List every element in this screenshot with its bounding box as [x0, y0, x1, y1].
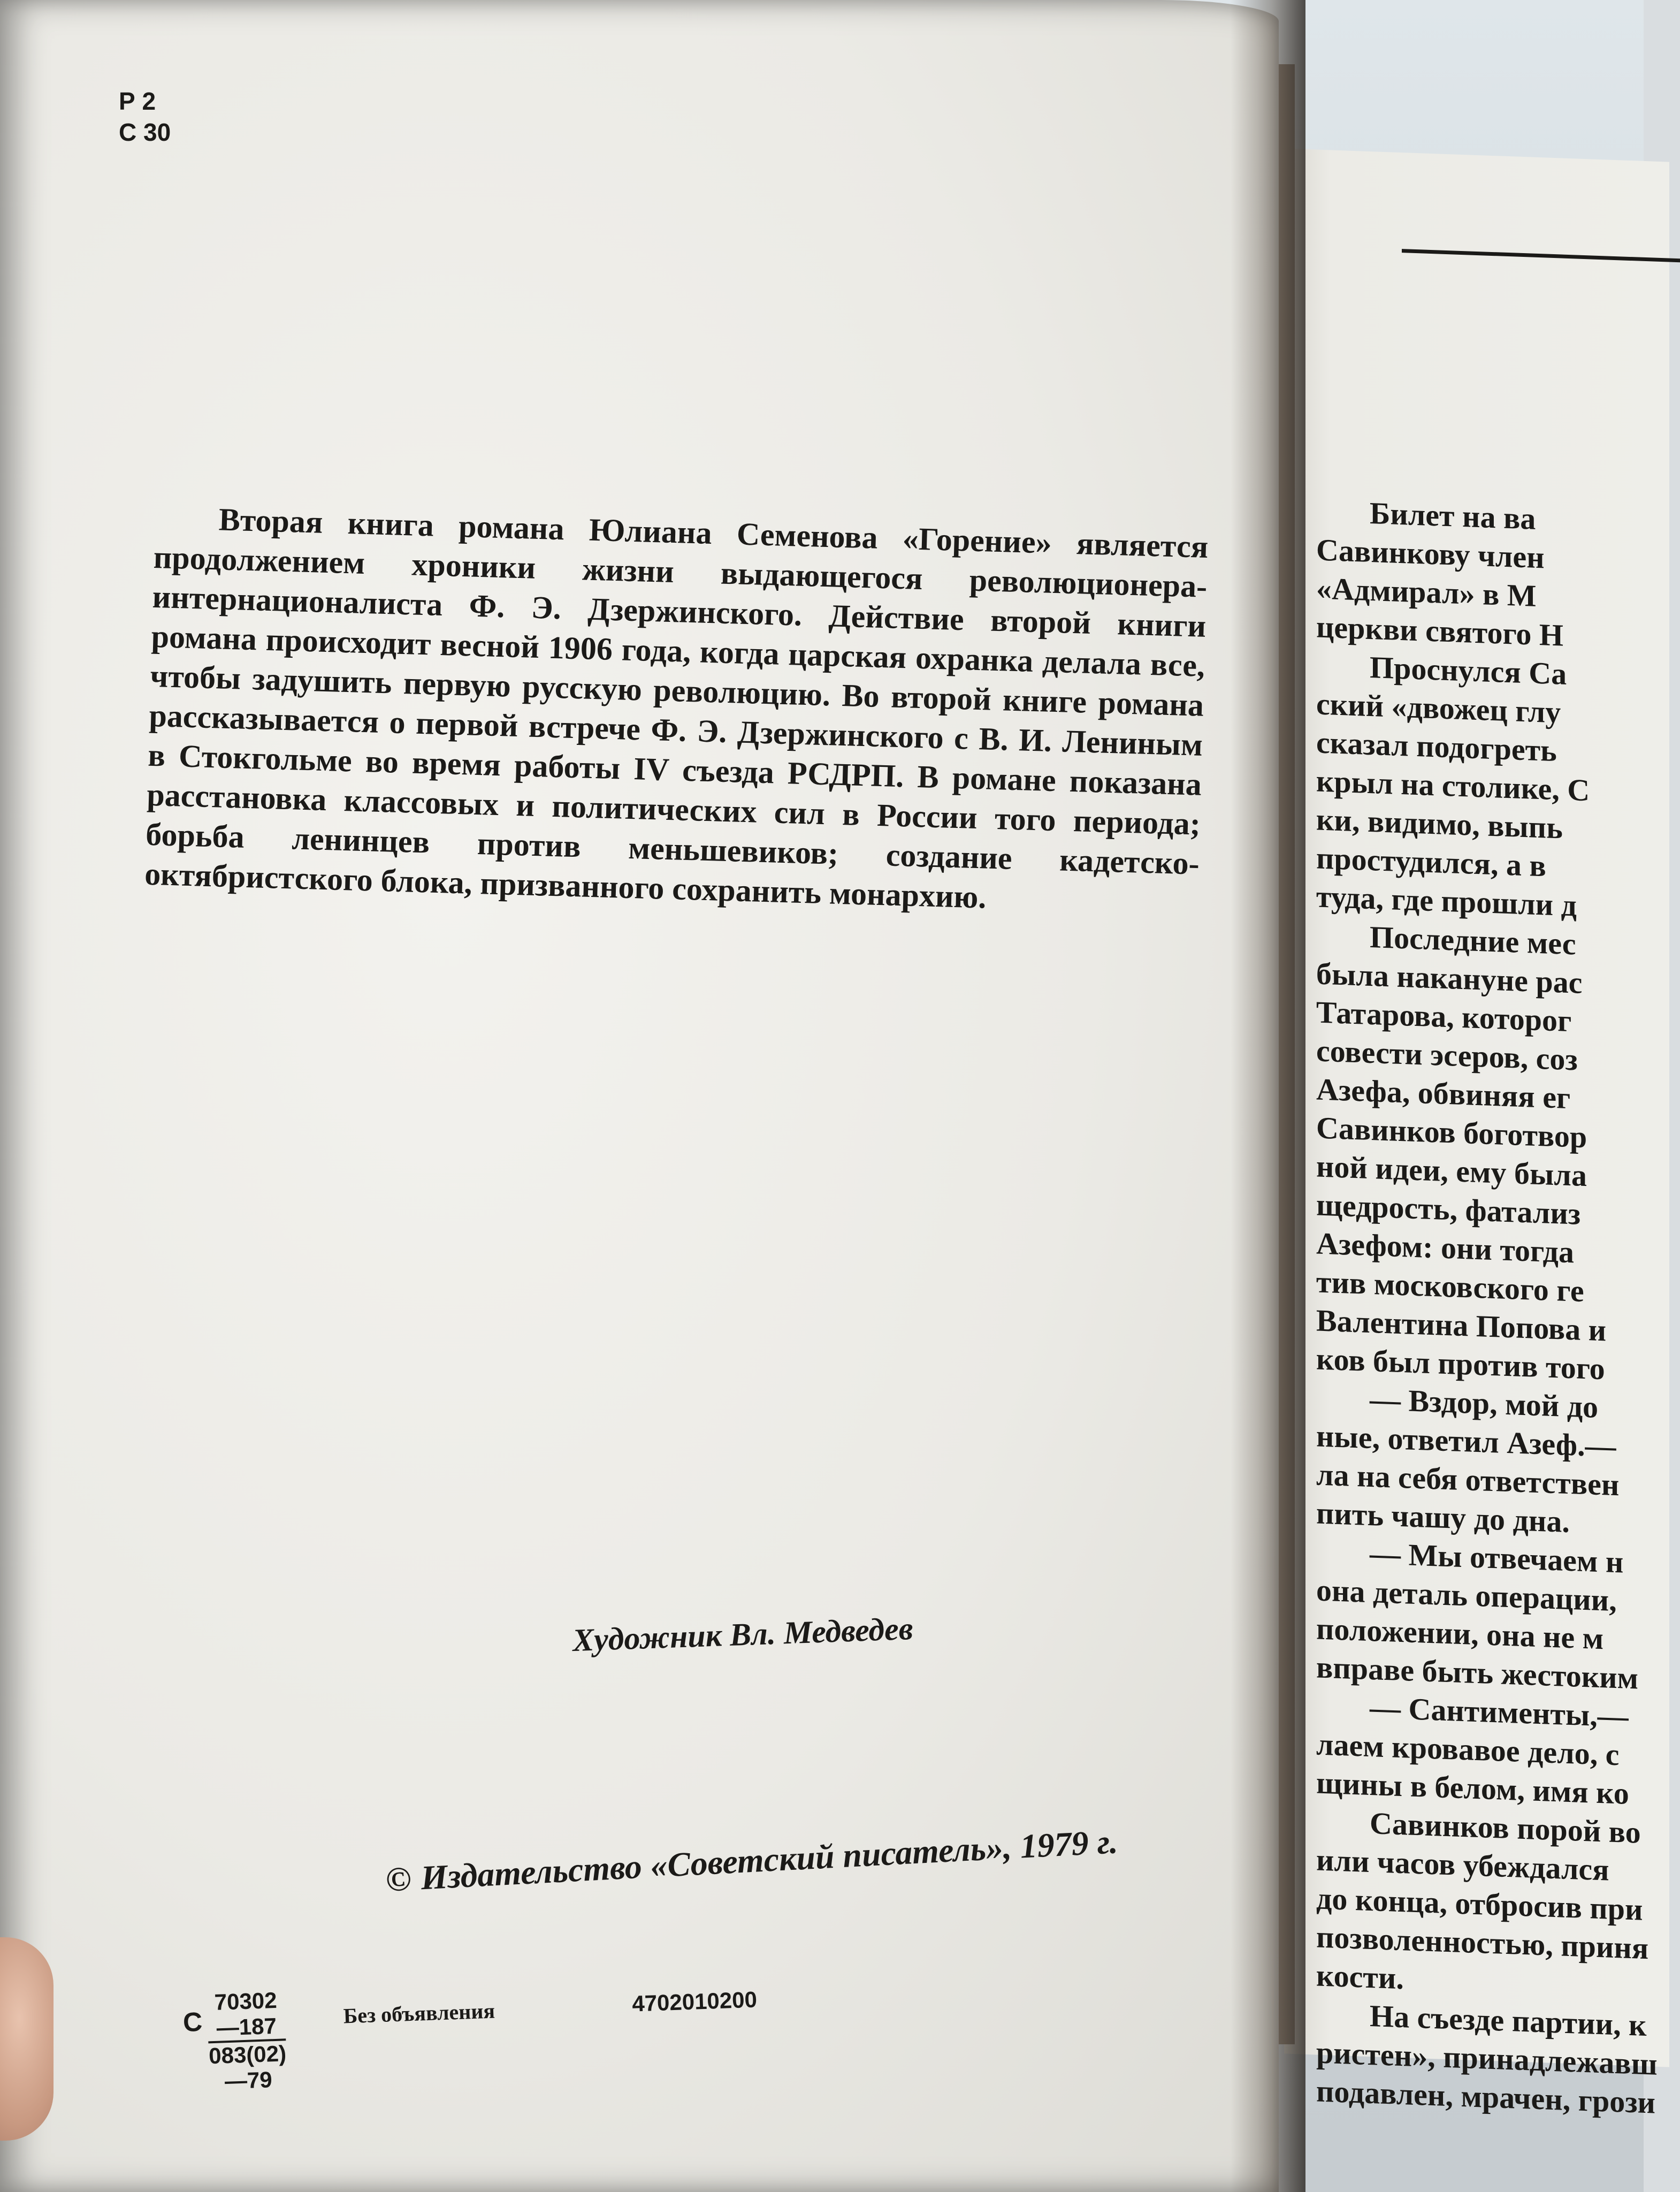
right-page-line: лаем кровавое дело, с — [1316, 1726, 1620, 1772]
right-page-line: — Сантименты,— — [1370, 1690, 1629, 1734]
imprint-no-ads: Без объявления — [343, 1998, 495, 2028]
copyright-text: Издательство «Советский писатель», 1979 г. — [419, 1822, 1119, 1897]
right-page-line: ристен», принадлежавш — [1316, 2035, 1658, 2082]
right-page-line: она деталь операции, — [1316, 1572, 1617, 1618]
copyright-line — [385, 1822, 1119, 1900]
right-page-line: На съезде партии, к — [1370, 1998, 1647, 2043]
right-page-line: Савинков порой во — [1370, 1806, 1641, 1850]
right-page-line: или часов убеждался — [1316, 1842, 1609, 1887]
right-page-line: была накануне рас — [1316, 956, 1583, 1000]
right-page-line: «Адмирал» в М — [1316, 570, 1537, 613]
right-page-line: — Вздор, мой до — [1370, 1382, 1599, 1425]
right-page-line: ков был против того — [1316, 1341, 1605, 1387]
right-page-line: ной идеи, ему была — [1316, 1148, 1587, 1193]
finger — [0, 1937, 54, 2141]
right-page-line: Савинков боготвор — [1316, 1110, 1587, 1155]
right-page-line: Проснулся Са — [1370, 650, 1567, 691]
catalog-index — [119, 86, 171, 148]
right-page-line: ные, ответил Азеф.— — [1316, 1418, 1616, 1464]
right-page-line: туда, где прошли д — [1316, 879, 1577, 923]
imprint-numerator: 70302—187 — [207, 1987, 286, 2043]
right-page-line: Азефом: они тогда — [1316, 1226, 1574, 1270]
book-annotation — [144, 498, 1209, 923]
right-page-text — [1316, 492, 1658, 2122]
right-page-line: Савинкову член — [1316, 532, 1545, 575]
right-page-line: до конца, отбросив при — [1316, 1881, 1643, 1927]
right-page-line: ки, видимо, выпь — [1316, 802, 1563, 846]
artist-credit: Художник Вл. Медведев — [572, 1610, 914, 1658]
right-page-line: тив московского ге — [1316, 1264, 1584, 1309]
right-page-line: церкви святого Н — [1316, 609, 1563, 653]
right-page-line: сказал подогреть — [1316, 725, 1557, 768]
right-page-line: подавлен, мрачен, грози — [1316, 2073, 1655, 2120]
imprint-letter: С — [182, 2006, 203, 2037]
right-page-line: — Мы отвечаем н — [1370, 1536, 1624, 1580]
imprint-code: 4702010200 — [631, 1986, 758, 2016]
right-page-line: кости. — [1316, 1958, 1404, 1996]
imprint-denominator: 083(02)—79 — [208, 2041, 287, 2094]
right-page-line: положении, она не м — [1316, 1611, 1604, 1656]
right-page-line: щины в белом, имя ко — [1316, 1765, 1629, 1811]
right-page — [1284, 148, 1669, 2120]
right-page-line: позволенностью, приня — [1316, 1919, 1649, 1966]
right-page-line: Билет на ва — [1370, 496, 1536, 536]
copyright-symbol: © — [385, 1859, 413, 1899]
right-page-line: простудился, а в — [1316, 840, 1546, 884]
page-gutter-shadow — [1231, 0, 1305, 2192]
right-page-line: ский «двожец глу — [1316, 686, 1561, 730]
right-page-line: ла на себя ответствен — [1316, 1457, 1620, 1503]
right-page-line: щедрость, фатализ — [1316, 1187, 1581, 1231]
right-page-line: Татарова, которог — [1316, 994, 1572, 1039]
right-page-line: вправе быть жестоким — [1316, 1649, 1639, 1696]
catalog-line-1: Р 2 — [119, 87, 156, 115]
annotation-paragraph: Вторая книга романа Юлиана Семенова «Горение» является продолжением хроники жизни выдающегося революционера-интернационалиста Ф. Э. Дзержинского. Действие второй книги романа происходит весной 1906 года, когда царская охранка делала все, чтобы задушить первую русскую революцию. Во второй книге романа рассказывается о первой встрече Ф. Э. Дзержинского с В. И. Лениным в Стокгольме во время работы IV съезда РСДРП. В романе показана расстановка классовых и политических сил в России того периода; борьба ленинцев против меньшевиков; создание кадетско-октябристского блока, призванного сохранить монархию. — [144, 501, 1209, 915]
catalog-line-2: С 30 — [119, 118, 171, 146]
right-page-line: Последние мес — [1370, 919, 1576, 962]
right-page-line: Азефа, обвиняя ег — [1316, 1071, 1571, 1116]
chapter-rule — [1402, 249, 1680, 262]
right-page-line: совести эсеров, соз — [1316, 1033, 1578, 1077]
imprint-fraction — [207, 1987, 288, 2095]
right-page-line: крыл на столике, С — [1316, 763, 1590, 808]
right-page-line: пить чашу до дна. — [1316, 1495, 1570, 1540]
right-page-line: Валентина Попова и — [1316, 1303, 1607, 1348]
